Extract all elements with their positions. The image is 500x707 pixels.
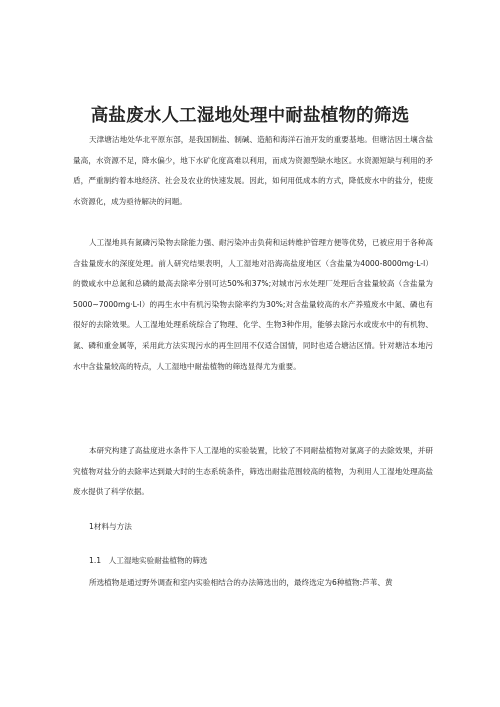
document-title: 高盐废水人工湿地处理中耐盐植物的筛选 xyxy=(90,105,410,126)
paragraph-study-aim: 本研究构建了高盐度进水条件下人工湿地的实验装置，比较了不同耐盐植物对氯离子的去除效果，并研究植物对盐分的去除率达到最大时的生态系统条件，筛选出耐盐范围较高的植物，为利用人工湿地处理高盐废水提供了科学依据。 xyxy=(73,446,433,497)
section-heading-materials-methods: 1材料与方法 xyxy=(89,522,132,531)
paragraph-background: 人工湿地具有氮磷污染物去除能力强、耐污染冲击负荷和运转维护管理方便等优势，已被应用于各种高含盐量废水的深度处理。前人研究结果表明，人工湿地对沿海高盐度地区（含盐量为4000-8000mg·L-l）的微咸水中总氮和总磷的最高去除率分别可达50%和37%;对城市污水处理厂处理后含盐量较高（含盐量为5000~7000mg·L-l）的再生水中有机污染物去除率约为30%;对含盐量较高的水产养殖废水中氮、磷也有很好的去除效果。人工湿地处理系统综合了物理、化学、生物3种作用，能够去除污水或废水中的有机物、氮、磷和重金属等，采用此方法实现污水的再生回用不仅适合国情，同时也适合塘沽区情。针对塘沽本地污水中含盐量较高的特点，人工湿地中耐盐植物的筛选显得尤为重要。 xyxy=(73,238,433,371)
paragraph-intro: 天津塘沽地处华北平原东部，是我国制盐、制碱、造船和海洋石油开发的重要基地。但塘沽因土壤含盐量高，水资源不足，降水偏少，地下水矿化度高难以利用，而成为资源型缺水地区。水资源短缺与利用的矛盾，严重制约着本地经济、社会及农业的快速发展。因此，如何用低成本的方式，降低废水中的盐分，使废水资源化，成为亟待解决的问题。 xyxy=(73,135,433,206)
paragraph-plant-selection: 所选植物是通过野外调查和室内实验相结合的办法筛选出的，最终选定为6种植物:芦苇、黄 xyxy=(89,578,393,587)
subsection-heading-plant-screening: 1.1 人工湿地实验耐盐植物的筛选 xyxy=(89,556,208,565)
